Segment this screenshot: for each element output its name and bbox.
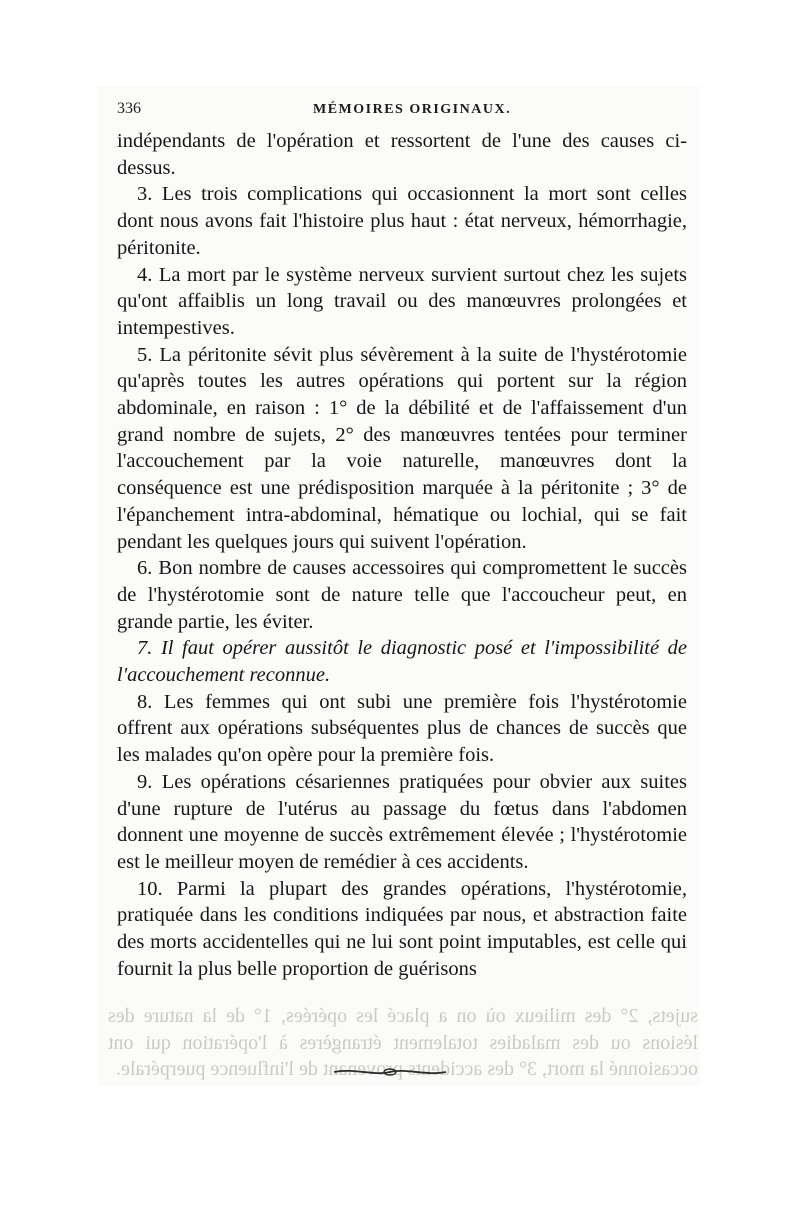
reverse-page-show-through: sujets, 2° des milieux où on a placé les opérées, 1° de la nature des lésions ou des maladies totalement étrangères à l'opération qui ont occasionné la mort, 3° des accidents provenant de l'influence puerpérale. bbox=[108, 1005, 698, 1080]
paragraph-4: 4. La mort par le système nerveux survient surtout chez les sujets qu'ont affaiblis un long travail ou des manœuvres prolongées et intempestives. bbox=[117, 263, 687, 339]
paragraph-8: 8. Les femmes qui ont subi une première fois l'hystérotomie offrent aux opérations subséquentes plus de chances de succès que les malades qu'on opère pour la première fois. bbox=[117, 690, 687, 767]
paragraph-6: 6. Bon nombre de causes accessoires qui compromettent le succès de l'hystérotomie sont de nature telle que l'accoucheur peut, en grande partie, les éviter. bbox=[117, 557, 687, 633]
paragraph-10: 10. Parmi la plupart des grandes opérations, l'hystérotomie, pratiquée dans les conditions indiquées par nous, et abstraction faite des morts accidentelles qui ne lui sont point imputables, est celle qui fournit la plus belle proportion de guérisons bbox=[117, 877, 687, 980]
paragraph-7: 7. Il faut opérer aussitôt le diagnostic posé et l'impossibilité de l'accouchement reconnue. bbox=[117, 637, 687, 687]
paragraph-continuation: indépendants de l'opération et ressortent de l'une des causes ci-dessus. bbox=[117, 130, 687, 179]
ornament-divider bbox=[330, 1066, 450, 1078]
paragraph-9: 9. Les opérations césariennes pratiquées pour obvier aux suites d'une rupture de l'utérus au passage du fœtus dans l'abdomen donnent une moyenne de succès extrêmement élevée ; l'hystérotomie est le meilleur moyen de remédier à ces accidents. bbox=[117, 770, 687, 873]
running-title: MÉMOIRES ORIGINAUX. bbox=[313, 102, 512, 117]
page-number: 336 bbox=[117, 100, 141, 117]
document-body bbox=[117, 128, 687, 983]
running-head bbox=[117, 98, 687, 124]
paragraph-5: 5. La péritonite sévit plus sévèrement à la suite de l'hystérotomie qu'après toutes les autres opérations qui portent sur la région abdominale, en raison : 1° de la débilité et de l'affaissement d'un grand nombre de sujets, 2° des manœuvres tentées pour terminer l'accouchement par la voie naturelle, manœuvres dont la conséquence est une prédisposition marquée à la péritonite ; 3° de l'épanchement intra-abdominal, hématique ou lochial, qui se fait pendant les quelques jours qui suivent l'opération. bbox=[117, 343, 687, 553]
paragraph-3: 3. Les trois complications qui occasionnent la mort sont celles dont nous avons fait l'histoire plus haut : état nerveux, hémorrhagie, péritonite. bbox=[117, 183, 687, 259]
